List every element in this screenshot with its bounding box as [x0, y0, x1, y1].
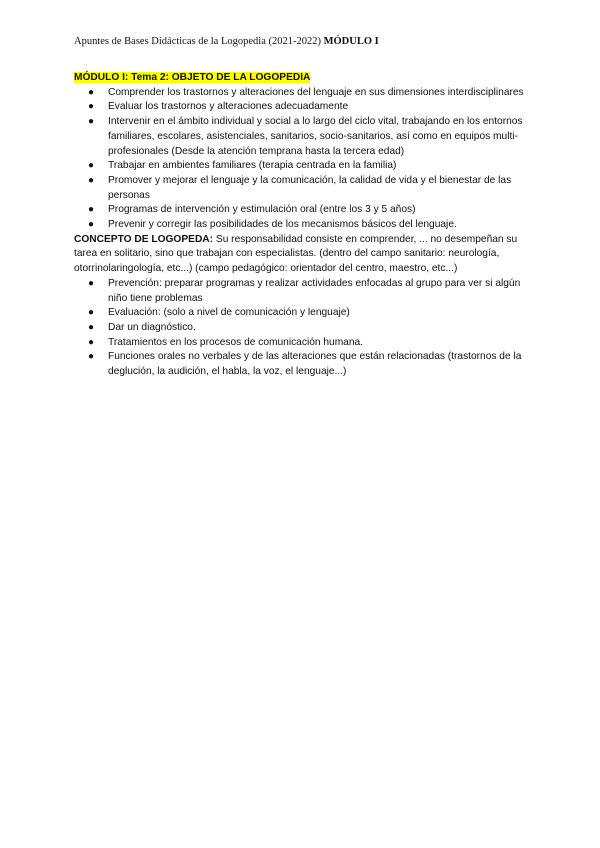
functions-list	[74, 277, 534, 380]
document-body	[74, 71, 534, 380]
bullet-icon: ●	[88, 219, 95, 231]
list-item: ● Promover y mejorar el lenguaje y la comunicación, la calidad de vida y el bienestar de las personas	[88, 174, 512, 201]
list-item: ● Evaluar los trastornos y alteraciones adecuadamente	[74, 100, 534, 115]
concept-text: Su responsabilidad consiste en comprender, ... no desempeñan su tarea en solitario, sino que trabajan con especialistas. (dentro del campo sanitario: neurología, otorrinolaringología, etc...) (campo pedagógico: orientador del centro, maestro, etc...)	[74, 233, 518, 275]
bullet-icon: ●	[88, 116, 95, 128]
header-text: Apuntes de Bases Didácticas de la Logopedia (2021-2022)	[74, 36, 321, 47]
bullet-icon: ●	[88, 321, 95, 333]
list-item: ● Funciones orales no verbales y de las alteraciones que están relacionadas (trastornos de la deglución, la audición, el habla, la voz, el lenguaje...)	[88, 351, 522, 378]
list-item: ● Trabajar en ambientes familiares (terapia centrada en la familia)	[74, 159, 534, 174]
list-item: ● Comprender los trastornos y alteraciones del lenguaje en sus dimensiones interdisciplinares	[74, 86, 534, 101]
section-title: MÓDULO I: Tema 2: OBJETO DE LA LOGOPEDIA	[74, 72, 311, 83]
bullet-icon: ●	[88, 101, 95, 113]
bullet-icon: ●	[88, 307, 95, 319]
list-item: ● Prevenir y corregir las posibilidades de los mecanismos básicos del lenguaje.	[74, 218, 534, 233]
list-item: ● Programas de intervención y estimulación oral (entre los 3 y 5 años)	[74, 203, 534, 218]
objectives-list	[74, 86, 534, 233]
list-item: ● Dar un diagnóstico.	[74, 321, 534, 336]
header-module: MÓDULO I	[323, 36, 379, 47]
bullet-icon: ●	[88, 351, 95, 363]
list-item: ● Intervenir en el ámbito individual y social a lo largo del ciclo vital, trabajando en los entornos familiares, escolares, asistenciales, sanitarios, socio-sanitarios, así como en equipos multi- profesionales (Desde la atención temprana hasta la tercera edad)	[88, 116, 523, 157]
bullet-icon: ●	[88, 160, 95, 172]
bullet-icon: ●	[88, 277, 95, 289]
concept-paragraph	[74, 233, 534, 277]
bullet-icon: ●	[88, 86, 95, 98]
bullet-icon: ●	[88, 336, 95, 348]
bullet-icon: ●	[88, 204, 95, 216]
section-title-line	[74, 71, 534, 86]
list-item: ● Evaluación: (solo a nivel de comunicación y lenguaje)	[74, 306, 534, 321]
list-item: ● Prevención: preparar programas y realizar actividades enfocadas al grupo para ver si algún niño tiene problemas	[88, 277, 521, 304]
list-item: ● Tratamientos en los procesos de comunicación humana.	[74, 336, 534, 351]
concept-label: CONCEPTO DE LOGOPEDA:	[74, 233, 214, 245]
bullet-icon: ●	[88, 174, 95, 186]
document-header	[74, 36, 379, 47]
